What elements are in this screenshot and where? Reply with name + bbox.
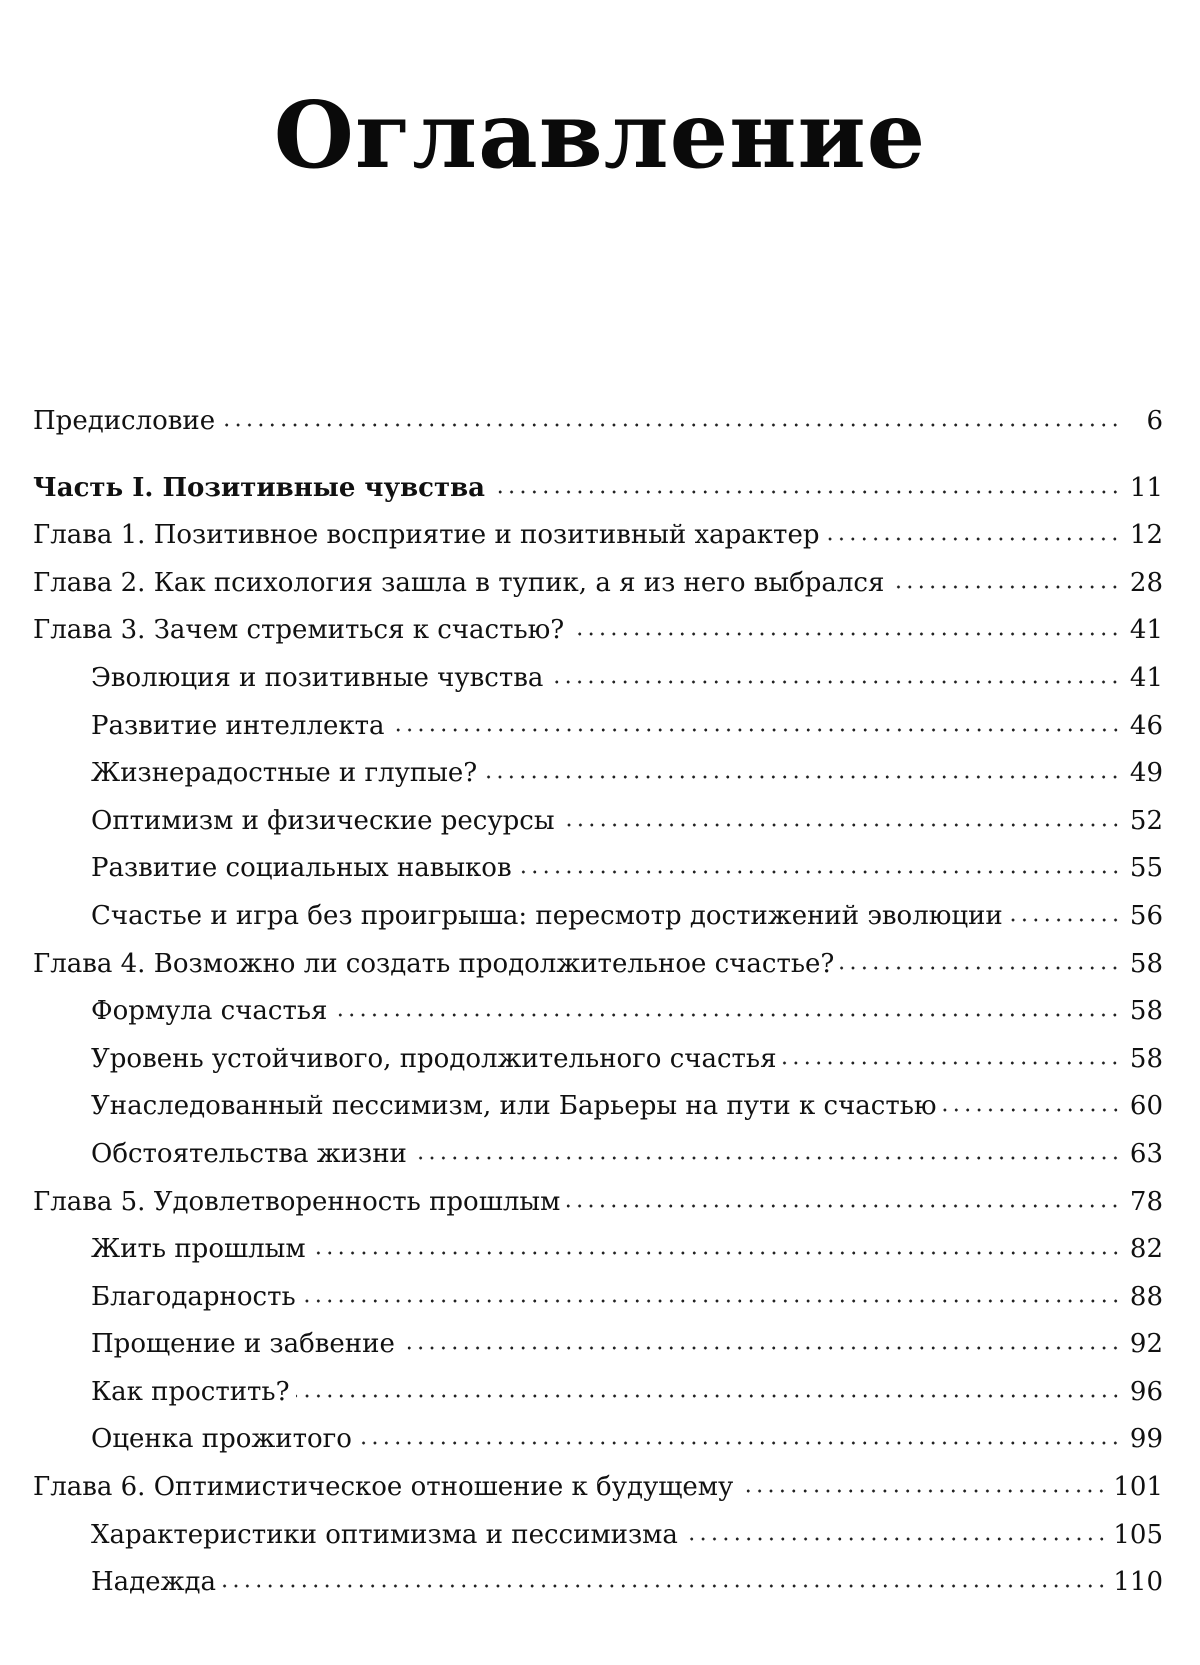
toc-entry-title: Благодарность [91, 1281, 296, 1312]
dot-leader [825, 537, 1121, 541]
dot-leader [890, 585, 1121, 589]
toc-page-number: 96 [1129, 1376, 1163, 1407]
toc-entry-title: Счастье и игра без проигрыша: пересмотр достижений эволюции [91, 900, 1003, 931]
dot-leader [413, 1156, 1121, 1160]
toc-page-number: 41 [1129, 662, 1163, 693]
dot-leader [302, 1299, 1121, 1303]
dot-leader [840, 966, 1121, 970]
dot-leader [391, 728, 1122, 732]
toc-entry[interactable] [33, 519, 1163, 567]
toc-page-number: 41 [1129, 615, 1163, 646]
toc-page-number: 99 [1129, 1424, 1163, 1455]
toc-entry-title: Надежда [91, 1567, 216, 1598]
toc-entry-title: Жизнерадостные и глупые? [91, 758, 478, 789]
toc-page-number: 12 [1129, 520, 1163, 551]
toc-page-number: 110 [1113, 1567, 1163, 1598]
toc-entry[interactable] [33, 948, 1163, 996]
toc-subentry[interactable] [33, 1233, 1163, 1281]
toc-subentry[interactable] [33, 1281, 1163, 1329]
toc-page-number: 56 [1129, 900, 1163, 931]
toc-entry-title: Глава 5. Удовлетворенность прошлым [33, 1186, 561, 1217]
toc-entry[interactable] [33, 1186, 1163, 1234]
toc-entry-title: Характеристики оптимизма и пессимизма [91, 1519, 678, 1550]
toc-subentry[interactable] [33, 1090, 1163, 1138]
toc-page-number: 58 [1129, 1043, 1163, 1074]
table-of-contents [33, 405, 1163, 1614]
toc-page-number: 55 [1129, 853, 1163, 884]
toc-entry-title: Унаследованный пессимизм, или Барьеры на пути к счастью [91, 1091, 937, 1122]
dot-leader [549, 680, 1121, 684]
toc-subentry[interactable] [33, 1566, 1163, 1614]
toc-entry-title: Глава 6. Оптимистическое отношение к будущему [33, 1472, 734, 1503]
toc-subentry[interactable] [33, 1376, 1163, 1424]
toc-subentry[interactable] [33, 805, 1163, 853]
dot-leader [483, 775, 1121, 779]
dot-leader [491, 490, 1121, 494]
toc-subentry[interactable] [33, 995, 1163, 1043]
dot-leader [358, 1441, 1121, 1445]
dot-leader [296, 1394, 1121, 1398]
dot-leader [518, 870, 1121, 874]
toc-entry-title: Уровень устойчивого, продолжительного счастья [91, 1043, 777, 1074]
toc-subentry[interactable] [33, 900, 1163, 948]
toc-subentry[interactable] [33, 1043, 1163, 1091]
dot-leader [739, 1489, 1107, 1493]
toc-entry-title: Развитие интеллекта [91, 710, 385, 741]
toc-page-number: 88 [1129, 1281, 1163, 1312]
toc-entry[interactable] [33, 567, 1163, 615]
toc-entry-title: Глава 3. Зачем стремиться к счастью? [33, 615, 565, 646]
toc-subentry[interactable] [33, 662, 1163, 710]
toc-entry-title: Часть I. Позитивные чувства [33, 472, 486, 503]
dot-leader [561, 823, 1121, 827]
toc-entry[interactable] [33, 614, 1163, 662]
toc-page-number: 46 [1129, 710, 1163, 741]
toc-entry-title: Предисловие [33, 406, 216, 436]
dot-leader [401, 1346, 1121, 1350]
toc-entry[interactable] [33, 405, 1163, 453]
toc-page-number: 6 [1146, 406, 1163, 436]
toc-subentry[interactable] [33, 852, 1163, 900]
toc-entry[interactable] [33, 1471, 1163, 1519]
toc-subentry[interactable] [33, 1423, 1163, 1471]
toc-page-number: 105 [1113, 1519, 1163, 1550]
dot-leader [943, 1108, 1121, 1112]
dot-leader [221, 423, 1121, 427]
toc-entry-title: Развитие социальных навыков [91, 853, 512, 884]
toc-part-entry[interactable] [33, 472, 1163, 520]
toc-page-number: 58 [1129, 948, 1163, 979]
toc-entry-title: Оценка прожитого [91, 1424, 352, 1455]
toc-page-number: 58 [1129, 996, 1163, 1027]
toc-page-number: 78 [1129, 1186, 1163, 1217]
toc-page-number: 52 [1129, 805, 1163, 836]
toc-entry-title: Эволюция и позитивные чувства [91, 662, 544, 693]
dot-leader [312, 1251, 1121, 1255]
toc-page-number: 49 [1129, 758, 1163, 789]
dot-leader [566, 1204, 1121, 1208]
dot-leader [333, 1013, 1121, 1017]
dot-leader [684, 1537, 1107, 1541]
dot-leader [570, 632, 1121, 636]
toc-entry-title: Глава 1. Позитивное восприятие и позитивный характер [33, 520, 820, 551]
toc-entry-title: Прощение и забвение [91, 1329, 395, 1360]
toc-page-number: 101 [1113, 1472, 1163, 1503]
toc-subentry[interactable] [33, 1138, 1163, 1186]
toc-entry-title: Глава 4. Возможно ли создать продолжительное счастье? [33, 948, 835, 979]
toc-entry-title: Оптимизм и физические ресурсы [91, 805, 555, 836]
toc-entry-title: Как простить? [91, 1376, 290, 1407]
toc-entry-title: Жить прошлым [91, 1234, 306, 1265]
dot-leader [222, 1584, 1107, 1588]
toc-entry-title: Формула счастья [91, 996, 328, 1027]
dot-leader [1009, 918, 1121, 922]
toc-entry-title: Обстоятельства жизни [91, 1138, 407, 1169]
page-title: Оглавление [273, 80, 927, 189]
toc-subentry[interactable] [33, 710, 1163, 758]
toc-page-number: 28 [1129, 567, 1163, 598]
toc-page-number: 11 [1129, 472, 1163, 503]
toc-entry-title: Глава 2. Как психология зашла в тупик, а я из него выбрался [33, 567, 885, 598]
toc-subentry[interactable] [33, 1519, 1163, 1567]
dot-leader [782, 1061, 1121, 1065]
toc-page-number: 63 [1129, 1138, 1163, 1169]
toc-subentry[interactable] [33, 757, 1163, 805]
toc-page-number: 60 [1129, 1091, 1163, 1122]
toc-subentry[interactable] [33, 1328, 1163, 1376]
toc-page-number: 82 [1129, 1234, 1163, 1265]
toc-page-number: 92 [1129, 1329, 1163, 1360]
